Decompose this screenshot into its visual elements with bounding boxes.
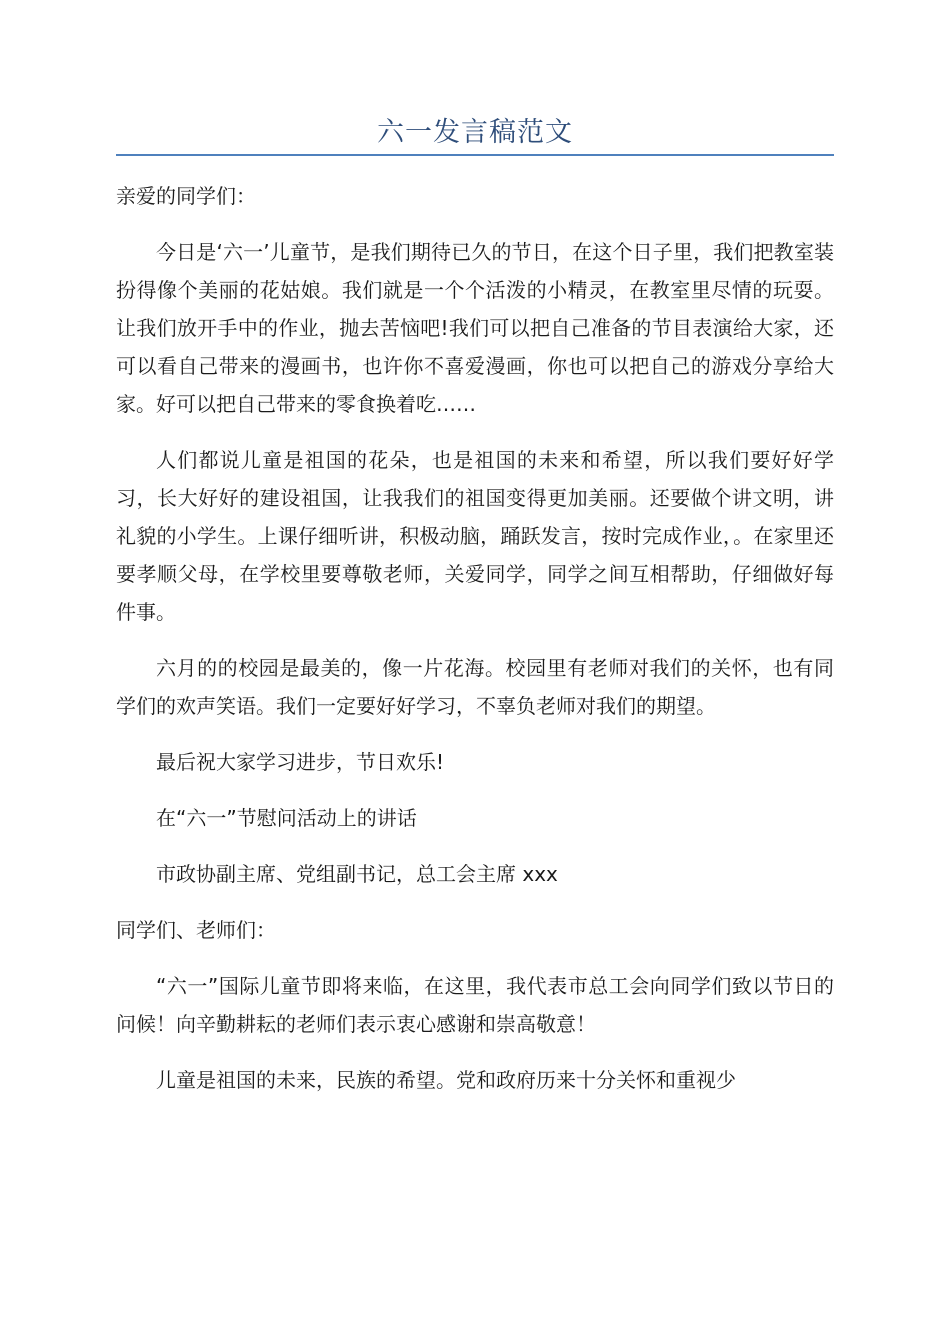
- paragraph: 在“六一”节慰问活动上的讲话: [156, 806, 417, 830]
- paragraph: 今日是‘六一’儿童节，是我们期待已久的节日，在这个日子里，我们把教室装扮得像个美丽的花姑娘。我们就是一个个活泼的小精灵，在教室里尽情的玩耍。让我们放开手中的作业，抛去苦恼吧!我们可以把自己准备的节目表演给大家，还可以看自己带来的漫画书，也许你不喜爱漫画，你也可以把自己的游戏分享给大家。好可以把自己带来的零食换着吃……: [116, 240, 834, 416]
- paragraph: 最后祝大家学习进步，节日欢乐!: [156, 750, 445, 774]
- paragraph: 人们都说儿童是祖国的花朵，也是祖国的未来和希望，所以我们要好好学习，长大好好的建设祖国，让我我们的祖国变得更加美丽。还要做个讲文明，讲礼貌的小学生。上课仔细听讲，积极动脑，踊跃发言，按时完成作业，。在家里还要孝顺父母，在学校里要尊敬老师，关爱同学，同学之间互相帮助，仔细做好每件事。: [116, 448, 834, 624]
- paragraph: 同学们、老师们：: [116, 918, 276, 942]
- title-divider: [116, 154, 834, 156]
- paragraph: 市政协副主席、党组副书记，总工会主席 xxx: [156, 862, 558, 886]
- page-title: 六一发言稿范文: [377, 117, 573, 148]
- paragraph: 儿童是祖国的未来，民族的希望。党和政府历来十分关怀和重视少: [156, 1068, 736, 1092]
- paragraph: 亲爱的同学们：: [116, 184, 256, 208]
- paragraph: “六一”国际儿童节即将来临，在这里，我代表市总工会向同学们致以节日的问候！向辛勤耕耘的老师们表示衷心感谢和崇高敬意！: [116, 974, 834, 1036]
- paragraph: 六月的的校园是最美的，像一片花海。校园里有老师对我们的关怀，也有同学们的欢声笑语。我们一定要好好学习，不辜负老师对我们的期望。: [116, 656, 834, 718]
- document-body: [116, 177, 834, 1117]
